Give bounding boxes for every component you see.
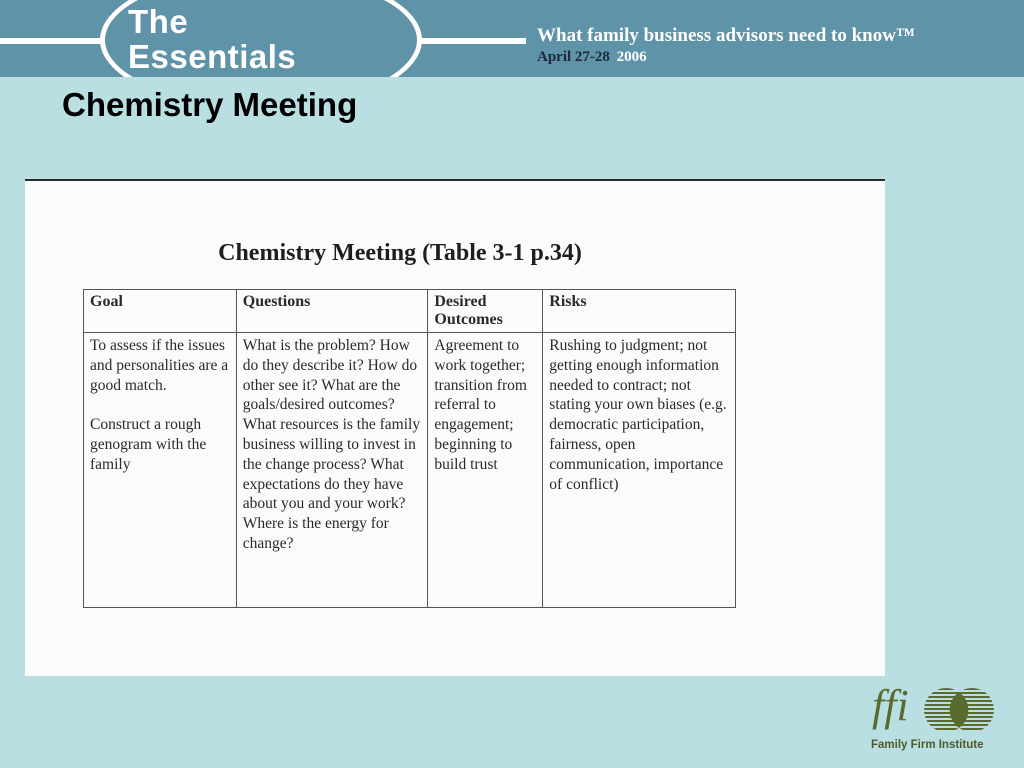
column-header-risks: Risks xyxy=(543,290,736,333)
chemistry-meeting-table xyxy=(83,289,736,608)
logo-line-1: The xyxy=(128,3,189,40)
banner-stripe-right xyxy=(418,38,526,44)
ffi-logo xyxy=(870,680,1010,760)
tagline: What family business advisors need to know™ xyxy=(537,25,915,46)
ffi-circles-icon xyxy=(922,684,998,738)
column-header-outcomes: Desired Outcomes xyxy=(428,290,543,333)
event-dates xyxy=(537,49,647,66)
cell-goal: To assess if the issues and personalities are a good match. Construct a rough genogram with the family xyxy=(84,333,237,608)
banner-stripe-left xyxy=(0,38,104,44)
cell-risks: Rushing to judgment; not getting enough information needed to contract; not stating your own biases (e.g. democratic participation, fairness, open communication, importance of conflict) xyxy=(543,333,736,608)
event-year: 2006 xyxy=(616,49,647,65)
cell-outcomes: Agreement to work together; transition from referral to engagement; beginning to build trust xyxy=(428,333,543,608)
column-header-questions: Questions xyxy=(236,290,428,333)
column-header-goal: Goal xyxy=(84,290,237,333)
event-days: April 27-28 xyxy=(537,49,610,65)
cell-questions: What is the problem? How do they describe it? How do other see it? What are the goals/desired outcomes? What resources is the family business willing to invest in the change process? What expectations do they have about you and your work? Where is the energy for change? xyxy=(236,333,428,608)
ffi-name: Family Firm Institute xyxy=(871,739,984,751)
document-title: Chemistry Meeting (Table 3-1 p.34) xyxy=(218,240,582,266)
table-row xyxy=(84,333,736,608)
page-title: Chemistry Meeting xyxy=(62,86,358,123)
logo-line-2: Essentials xyxy=(128,38,297,75)
essentials-logo xyxy=(128,4,296,74)
header-banner xyxy=(0,0,1024,77)
ffi-wordmark: ffi xyxy=(872,681,909,730)
table-header-row xyxy=(84,290,736,333)
